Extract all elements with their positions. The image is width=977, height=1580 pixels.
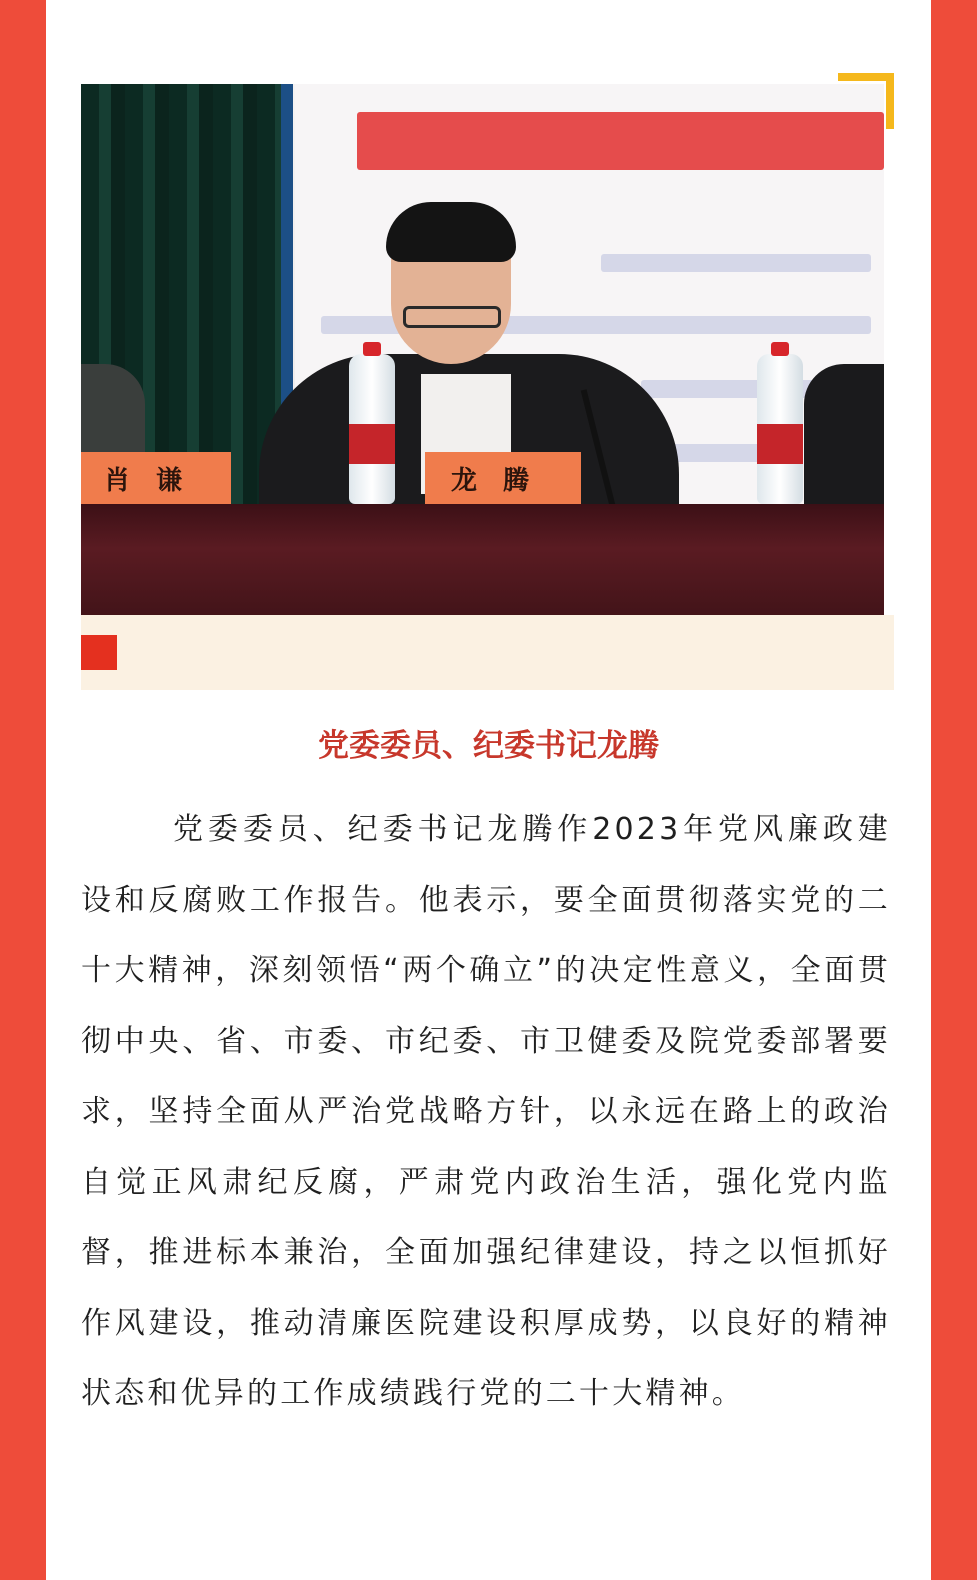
screen-heading-banner	[357, 112, 884, 170]
table-cloth	[81, 504, 884, 615]
glasses-icon	[403, 306, 501, 328]
water-bottle-icon	[349, 354, 395, 504]
photo-block	[81, 84, 884, 690]
left-border	[0, 0, 46, 1580]
caption-band	[81, 615, 894, 690]
corner-accent	[838, 73, 894, 129]
caption-square-mark	[81, 635, 117, 670]
meeting-photo	[81, 84, 884, 615]
report-paragraph: 党委委员、纪委书记龙腾作2023年党风廉政建设和反腐败工作报告。他表示，要全面贯彻落实党的二十大精神，深刻领悟“两个确立”的决定性意义，全面贯彻中央、省、市委、市纪委、市卫健委及院党委部署要求，坚持全面从严治党战略方针，以永远在路上的政治自觉正风肃纪反腐，严肃党内政治生活，强化党内监督，推进标本兼治，全面加强纪律建设，持之以恒抓好作风建设，推动清廉医院建设积厚成势，以良好的精神状态和优异的工作成绩践行党的二十大精神。	[81, 812, 891, 1411]
right-border	[931, 0, 977, 1580]
nameplate-left: 肖谦	[81, 452, 231, 504]
nameplate-center: 龙腾	[425, 452, 581, 504]
section-subtitle: 党委委员、纪委书记龙腾	[318, 728, 659, 764]
side-attendee-right	[804, 364, 884, 504]
water-bottle-icon	[757, 354, 803, 504]
